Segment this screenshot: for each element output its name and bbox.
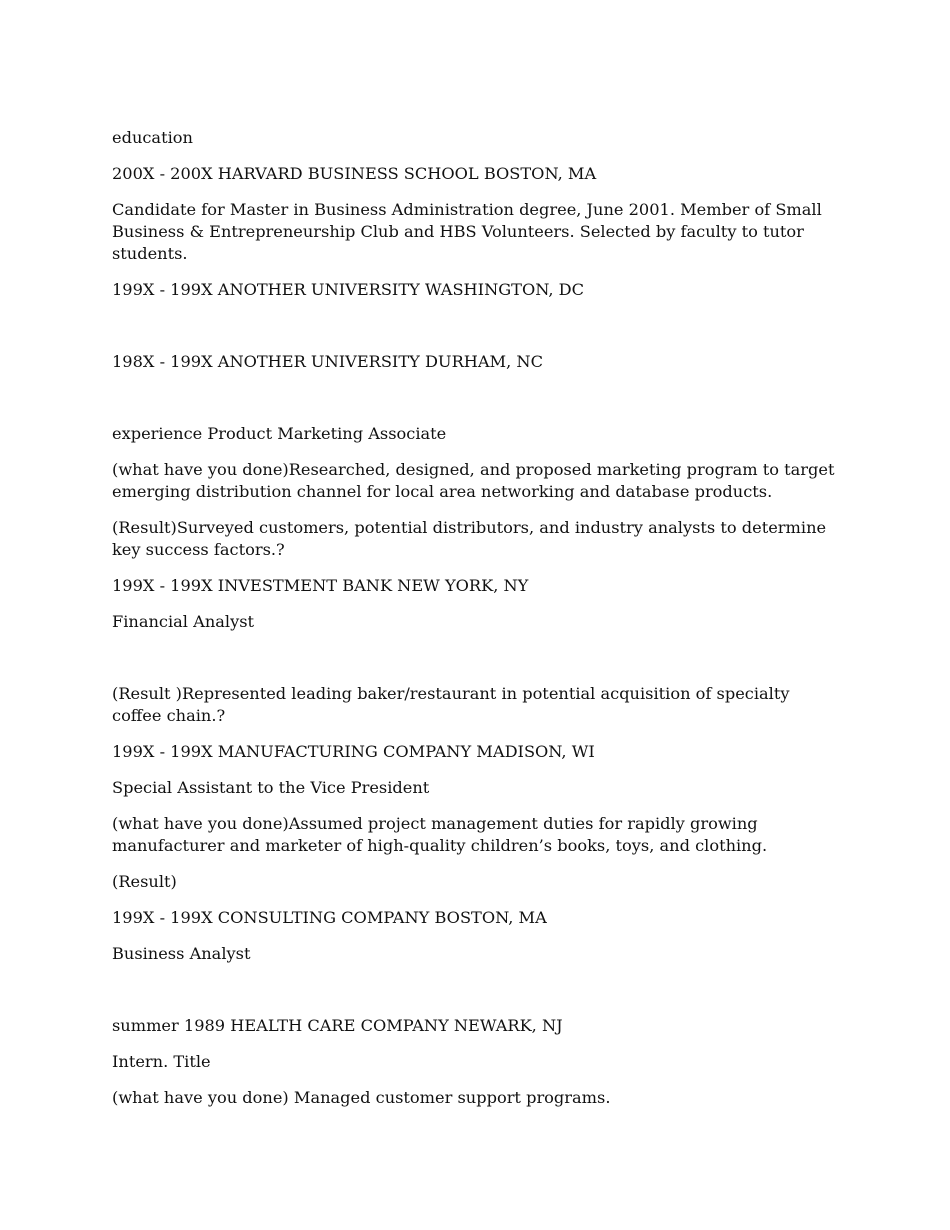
experience-detail-marketing-done: (what have you done)Researched, designed, and proposed marketing program to target emerging distribution channel for local area networking and database products.	[112, 460, 835, 501]
experience-title-intern: Intern. Title	[112, 1052, 211, 1071]
education-description-harvard: Candidate for Master in Business Administration degree, June 2001. Member of Small Business & Entrepreneurship Club and HBS Volunteers. Selected by faculty to tutor students.	[112, 200, 822, 263]
experience-entry-manufacturing: 199X - 199X MANUFACTURING COMPANY MADISON, WI	[112, 742, 595, 761]
experience-entry-consulting: 199X - 199X CONSULTING COMPANY BOSTON, MA	[112, 908, 547, 927]
experience-detail-bank-result: (Result )Represented leading baker/restaurant in potential acquisition of specialty coffee chain.?	[112, 684, 790, 725]
experience-detail-marketing-result: (Result)Surveyed customers, potential distributors, and industry analysts to determine key success factors.?	[112, 518, 827, 559]
experience-title-business-analyst: Business Analyst	[112, 944, 251, 963]
education-entry-durham: 198X - 199X ANOTHER UNIVERSITY DURHAM, NC	[112, 352, 543, 371]
resume-body	[112, 127, 842, 1123]
education-entry-washington: 199X - 199X ANOTHER UNIVERSITY WASHINGTON, DC	[112, 280, 585, 299]
section-heading-experience: experience Product Marketing Associate	[112, 424, 447, 443]
education-entry-harvard: 200X - 200X HARVARD BUSINESS SCHOOL BOSTON, MA	[112, 164, 597, 183]
section-heading-education: education	[112, 128, 193, 147]
experience-detail-health-care-done: (what have you done) Managed customer support programs.	[112, 1088, 611, 1107]
experience-detail-manufacturing-result: (Result)	[112, 872, 177, 891]
experience-detail-manufacturing-done: (what have you done)Assumed project management duties for rapidly growing manufacturer and marketer of high-quality children’s books, toys, and clothing.	[112, 814, 768, 855]
experience-entry-health-care: summer 1989 HEALTH CARE COMPANY NEWARK, NJ	[112, 1016, 563, 1035]
experience-title-special-assistant: Special Assistant to the Vice President	[112, 778, 430, 797]
experience-title-financial-analyst: Financial Analyst	[112, 612, 255, 631]
experience-entry-investment-bank: 199X - 199X INVESTMENT BANK NEW YORK, NY	[112, 576, 529, 595]
